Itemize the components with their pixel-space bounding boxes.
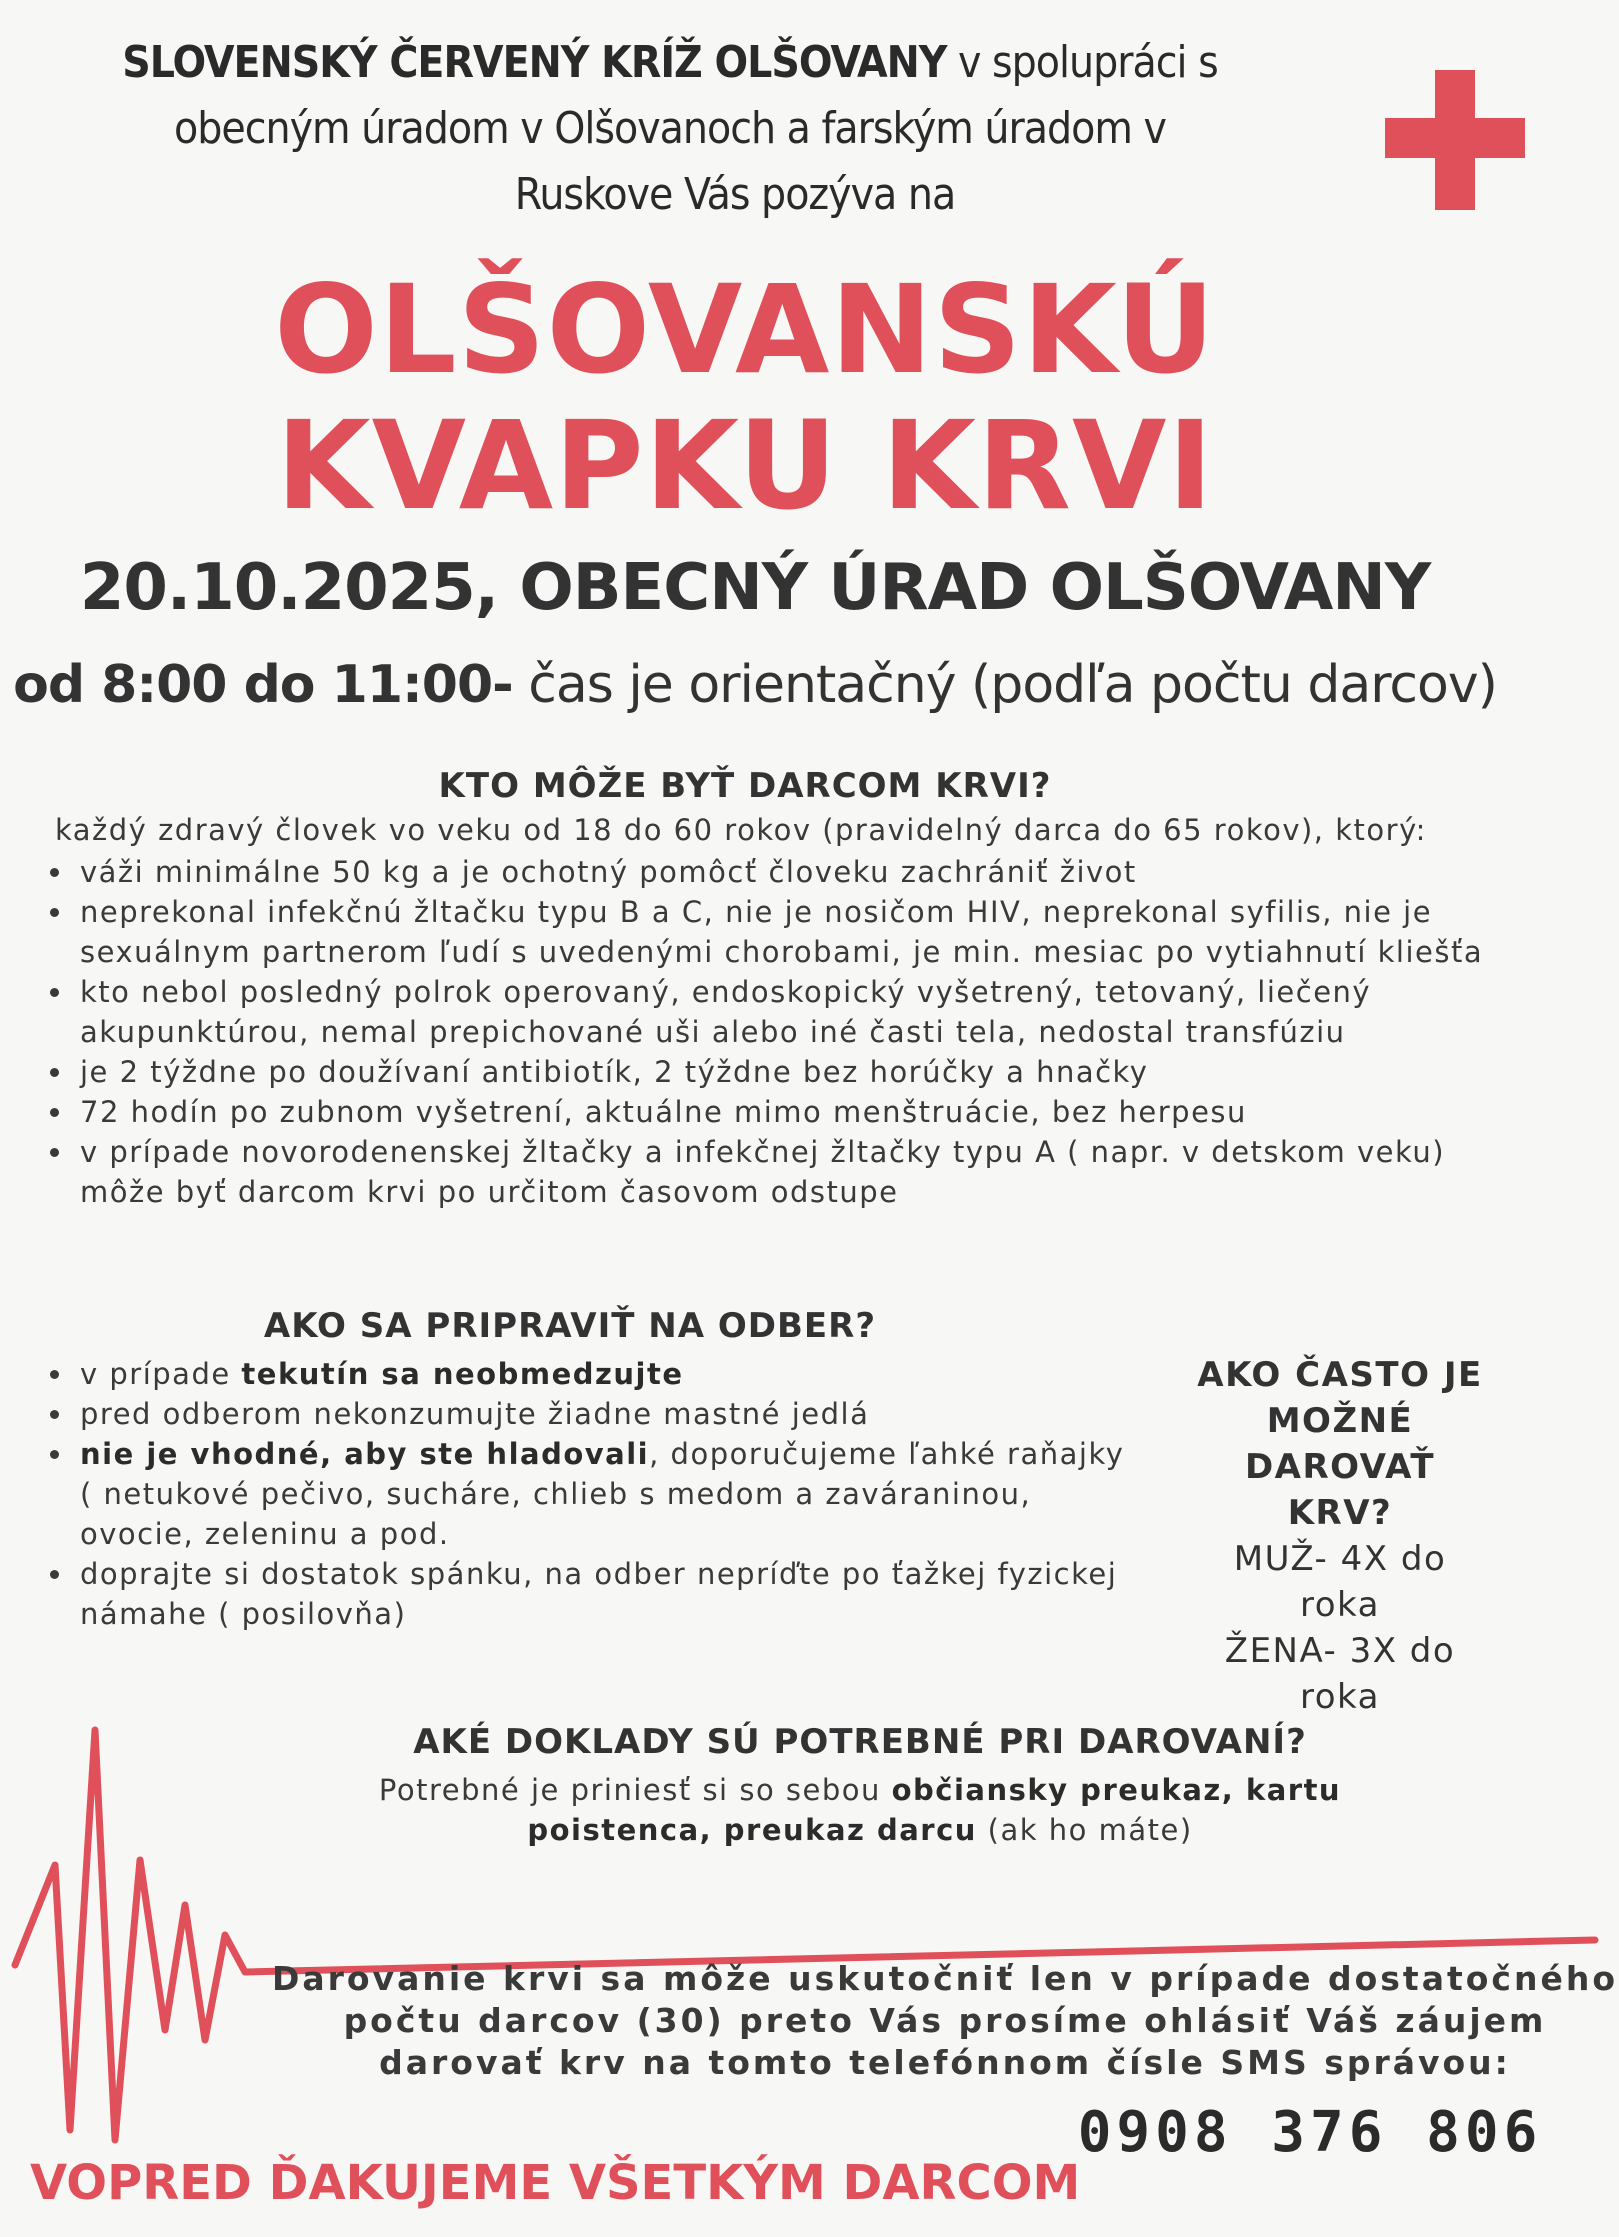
phone-number: 0908 376 806 <box>1077 2100 1543 2165</box>
prep-item-1-pre: v prípade <box>80 1357 242 1391</box>
registration-notice-line-2: počtu darcov (30) preto Vás prosíme ohlásiť Váš záujem <box>343 2001 1547 2040</box>
list-item: neprekonal infekčnú žltačku typu B a C, nie je nosičom HIV, neprekonal syfilis, nie je sexuálnym partnerom ľudí s uvedenými chorobami, je min. mesiac po vytiahnutí kliešťa <box>50 892 1490 972</box>
frequency-men: MUŽ- 4X do roka <box>1233 1539 1447 1625</box>
frequency-heading-line-3: DAROVAŤ KRV? <box>1244 1447 1436 1533</box>
who-intro: každý zdravý človek vo veku od 18 do 60 rokov (pravidelný darca do 65 rokov), ktorý: <box>55 813 1427 847</box>
list-item: je 2 týždne po doužívaní antibiotík, 2 týždne bez horúčky a hnačky <box>50 1052 1490 1092</box>
frequency-heading-line-2: MOŽNÉ <box>1266 1401 1414 1441</box>
registration-notice <box>270 1958 1619 2084</box>
list-item: v prípade novorodenenskej žltačky a infekčnej žltačky typu A ( napr. v detskom veku) môže byť darcom krvi po určitom časovom odstupe <box>50 1132 1490 1212</box>
list-item <box>50 1434 1140 1554</box>
event-title-line-1: OLŠOVANSKÚ <box>274 259 1216 401</box>
frequency-women-line-2: roka <box>1300 1677 1380 1717</box>
intro-line-3: Ruskove Vás pozýva na <box>514 169 956 220</box>
frequency-women-line-1: ŽENA- 3X do <box>1224 1631 1456 1671</box>
frequency-box <box>1190 1352 1490 1720</box>
event-time-hours: od 8:00 do 11:00- <box>13 655 513 715</box>
prep-list <box>50 1354 1140 1634</box>
list-item: doprajte si dostatok spánku, na odber nepríďte po ťažkej fyzickej námahe ( posilovňa) <box>50 1554 1140 1634</box>
list-item: kto nebol posledný polrok operovaný, endoskopický vyšetrený, tetovaný, liečený akupunktúrou, nemal prepichované uši alebo iné časti tela, nedostal transfúziu <box>50 972 1490 1052</box>
documents-text-pre: Potrebné je priniesť si so sebou <box>378 1773 892 1807</box>
prep-item-1-bold: tekutín sa neobmedzujte <box>241 1357 684 1391</box>
event-time <box>0 650 1510 720</box>
red-cross-icon <box>1385 70 1525 210</box>
event-time-note: čas je orientačný (podľa počtu darcov) <box>512 655 1497 715</box>
organization-name: SLOVENSKÝ ČERVENÝ KRÍŽ OLŠOVANY <box>122 37 947 88</box>
who-list <box>50 852 1490 1212</box>
frequency-heading-line-1: AKO ČASTO JE <box>1197 1355 1483 1395</box>
prep-item-3-bold: nie je vhodné, aby ste hladovali <box>80 1437 650 1471</box>
prep-heading: AKO SA PRIPRAVIŤ NA ODBER? <box>263 1306 877 1346</box>
documents-heading: AKÉ DOKLADY SÚ POTREBNÉ PRI DAROVANÍ? <box>413 1722 1307 1762</box>
registration-notice-line-1: Darovanie krvi sa môže uskutočniť len v prípade dostatočného <box>271 1959 1619 1998</box>
event-title <box>0 259 1490 537</box>
registration-notice-line-3: darovať krv na tomto telefónnom čísle SMS správou: <box>379 2043 1511 2082</box>
who-heading: KTO MÔŽE BYŤ DARCOM KRVI? <box>438 766 1052 806</box>
list-item <box>50 1354 1140 1394</box>
prep-item-3-rest: , doporučujeme ľahké raňajky ( netukové pečivo, sucháre, chlieb s medom a zaváraninou, ovocie, zeleninu a pod. <box>80 1437 1125 1551</box>
thanks-footer: VOPRED ĎAKUJEME VŠETKÝM DARCOM <box>30 2155 1081 2211</box>
list-item: váži minimálne 50 kg a je ochotný pomôcť človeku zachrániť život <box>50 852 1490 892</box>
intro-text <box>0 30 1340 228</box>
event-title-line-2: KVAPKU KRVI <box>276 395 1214 537</box>
documents-text-bold: občiansky preukaz, kartu poistenca, preukaz darcu <box>527 1773 1342 1847</box>
list-item: 72 hodín po zubnom vyšetrení, aktuálne mimo menštruácie, bez herpesu <box>50 1092 1490 1132</box>
event-date-place: 20.10.2025, OBECNÝ ÚRAD OLŠOVANY <box>79 551 1431 625</box>
intro-line-1 <box>0 30 1340 96</box>
intro-line-1-rest: v spolupráci s <box>946 37 1218 88</box>
intro-line-2: obecným úradom v Olšovanoch a farským úradom v <box>174 103 1166 154</box>
list-item: pred odberom nekonzumujte žiadne mastné jedlá <box>50 1394 1140 1434</box>
documents-text-post: (ak ho máte) <box>976 1813 1193 1847</box>
